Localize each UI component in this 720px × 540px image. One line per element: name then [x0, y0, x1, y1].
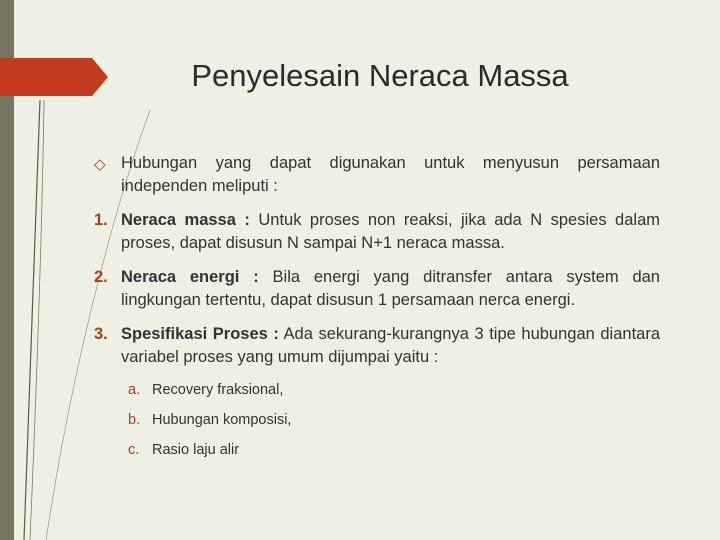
item-term: Spesifikasi Proses :: [121, 325, 279, 343]
sub-list-item: [128, 440, 660, 460]
item-term: Neraca massa :: [121, 211, 250, 229]
item-text: Bila energi yang ditransfer antara system dan lingkungan tertentu, dapat disusun 1 persamaan nerca energi.: [121, 268, 660, 309]
sub-list-item: [128, 380, 660, 400]
list-item: [94, 266, 660, 312]
title-tab: [0, 58, 108, 96]
item-number: 3.: [94, 325, 108, 343]
intro-text: Hubungan yang dapat digunakan untuk menyusun persamaan independen meliputi :: [121, 154, 660, 195]
page-title: Penyelesain Neraca Massa: [191, 58, 569, 93]
item-number: 1.: [94, 211, 108, 229]
slide-content: [94, 152, 660, 470]
list-item: [94, 209, 660, 255]
item-text: Ada sekurang-kurangnya 3 tipe hubungan diantara variabel proses yang umum dijumpai yaitu :: [121, 325, 660, 366]
item-number: 2.: [94, 268, 108, 286]
sub-item-letter: b.: [128, 412, 141, 428]
item-text: Untuk proses non reaksi, jika ada N spesies dalam proses, dapat disusun N sampai N+1 neraca massa.: [121, 211, 660, 252]
list-item: [94, 323, 660, 369]
sub-item-text: Hubungan komposisi,: [152, 412, 292, 428]
diamond-bullet-icon: ◇: [94, 156, 106, 173]
sub-item-letter: c.: [128, 442, 140, 458]
intro-item: [94, 152, 660, 198]
item-term: Neraca energi :: [121, 268, 259, 286]
sub-item-letter: a.: [128, 382, 141, 398]
sub-list: [94, 380, 660, 460]
sub-item-text: Recovery fraksional,: [152, 382, 284, 398]
sub-list-item: [128, 410, 660, 430]
sub-item-text: Rasio laju alir: [152, 442, 240, 458]
